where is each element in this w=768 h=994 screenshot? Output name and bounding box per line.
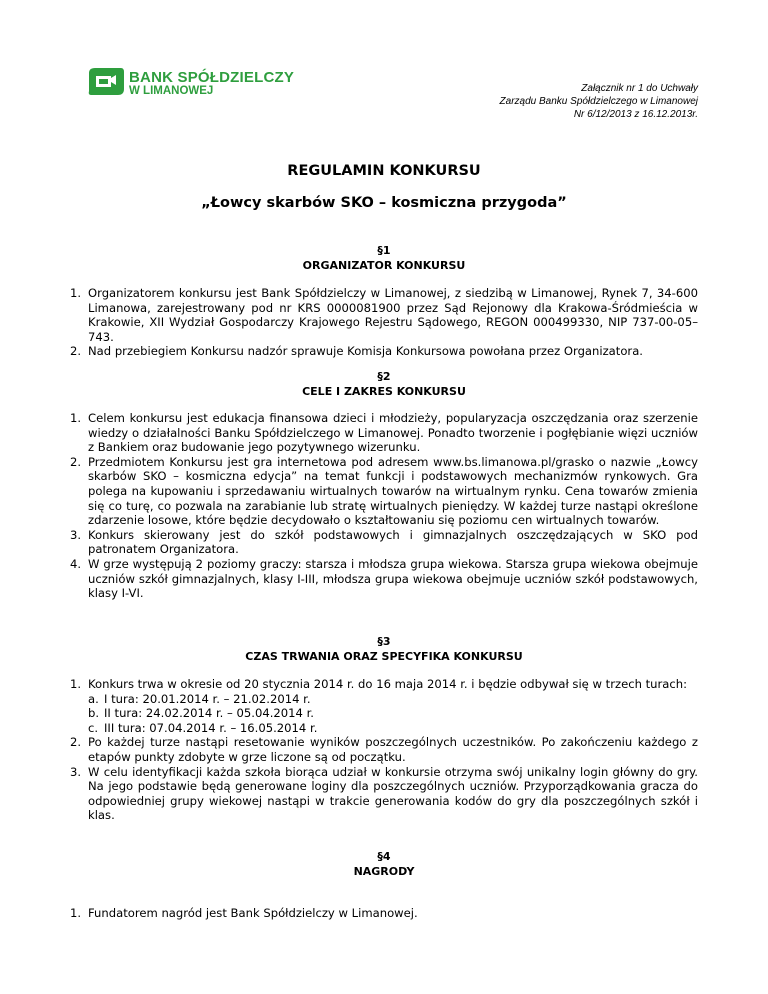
section-4-number: §4 — [377, 850, 391, 863]
section-2-list — [70, 411, 698, 601]
list-item — [70, 455, 698, 528]
section-3-heading: CZAS TRWANIA ORAZ SPECYFIKA KONKURSU — [245, 650, 523, 663]
item-number: 1. — [70, 677, 82, 691]
list-item — [70, 286, 698, 344]
annex-line: Nr 6/12/2013 z 16.12.2013r. — [573, 109, 698, 120]
logo-line2: W LIMANOWEJ — [129, 85, 214, 97]
section-2-heading: CELE I ZAKRES KONKURSU — [302, 385, 466, 398]
tour-text: III tura: 07.04.2014 r. – 16.05.2014 r. — [104, 720, 318, 735]
section-3-list — [70, 677, 698, 823]
list-item — [70, 677, 698, 735]
item-text: Po każdej turze nastąpi resetowanie wyników poszczególnych uczestników. Po zakończeniu każdego z etapów punkty zdobyte w grze liczone są od początku. — [88, 735, 698, 764]
tour-text: I tura: 20.01.2014 r. – 21.02.2014 r. — [104, 691, 311, 706]
list-item — [70, 557, 698, 601]
list-item — [70, 735, 698, 764]
tour-item — [70, 706, 698, 721]
item-text: W celu identyfikacji każda szkoła biorąca udział w konkursie otrzyma swój unikalny login główny do gry. Na jego podstawie będą generowane loginy dla poszczególnych uczniów. Przyporządkowania gracza do odpowiedniej grupy wiekowej nastąpi w trakcie generowania kodów do gry dla poszczególnych szkół i klas. — [88, 764, 698, 823]
item-text: Organizatorem konkursu jest Bank Spółdzielczy w Limanowej, z siedzibą w Limanowej, Rynek 7, 34-600 Limanowa, zarejestrowany pod nr KRS 0000081900 przez Sąd Rejonowy dla Krakowa-Śródmieścia w Krakowie, XII Wydział Gospodarczy Krajowego Rejestru Sądowego, REGON 000499330, NIP 737-00-05–743. — [88, 286, 698, 344]
document-subtitle: „Łowcy skarbów SKO – kosmiczna przygoda” — [201, 195, 567, 211]
item-text: Fundatorem nagród jest Bank Spółdzielczy w Limanowej. — [88, 906, 418, 920]
item-number: 1. — [70, 411, 82, 425]
item-number: 1. — [70, 906, 82, 920]
item-number: 1. — [70, 286, 82, 300]
tour-list — [70, 692, 698, 736]
list-item — [70, 344, 698, 359]
item-number: 3. — [70, 764, 82, 779]
tour-letter: b. — [88, 706, 100, 721]
item-number: 2. — [70, 735, 82, 750]
section-4-heading: NAGRODY — [353, 865, 415, 878]
item-text: W grze występują 2 poziomy graczy: starsza i młodsza grupa wiekowa. Starsza grupa wiekowa obejmuje uczniów szkół gimnazjalnych, klasy I-III, młodsza grupa wiekowa obejmuje uczniów szkół podstawowych, klasy I-VI. — [88, 556, 698, 601]
bank-logo — [87, 67, 295, 101]
list-item — [70, 528, 698, 557]
tour-item — [70, 692, 698, 707]
section-1-list — [70, 286, 698, 359]
annex-line: Załącznik nr 1 do Uchwały — [581, 83, 698, 94]
document-title: REGULAMIN KONKURSU — [287, 163, 481, 179]
item-text: Konkurs trwa w okresie od 20 stycznia 2014 r. do 16 maja 2014 r. i będzie odbywał się w trzech turach: — [88, 677, 688, 691]
logo-line1: BANK SPÓŁDZIELCZY — [129, 69, 295, 86]
item-text: Celem konkursu jest edukacja finansowa dzieci i młodzieży, popularyzacja oszczędzania oraz szerzenie wiedzy o działalności Banku Spółdzielczego w Limanowej. Ponadto tworzenie i pogłębianie więzi uczniów z Bankiem oraz budowanie jego pozytywnego wizerunku. — [88, 411, 698, 455]
section-2-number: §2 — [377, 370, 391, 383]
tour-text: II tura: 24.02.2014 r. – 05.04.2014 r. — [104, 706, 314, 721]
tour-item — [70, 721, 698, 736]
list-item — [70, 906, 698, 921]
item-text: Konkurs skierowany jest do szkół podstawowych i gimnazjalnych oszczędzających w SKO pod patronatem Organizatora. — [88, 527, 698, 557]
list-item — [70, 765, 698, 823]
section-3-number: §3 — [377, 635, 391, 648]
list-item — [70, 411, 698, 455]
annex-note — [500, 82, 698, 121]
item-number: 3. — [70, 527, 82, 542]
bank-logo-icon — [87, 67, 125, 97]
item-text: Przedmiotem Konkursu jest gra internetowa pod adresem www.bs.limanowa.pl/grasko o nazwie „Łowcy skarbów SKO – kosmiczna edycja” na temat funkcji i podstawowych mechanizmów rynkowych. Gra polega na kupowaniu i sprzedawaniu wirtualnych towarów na wirtualnym rynku. Cena towarów zmienia się co turę, co pozwala na zarabianie lub stratę wirtualnych pieniędzy. W każdej turze nastąpi określone zdarzenie losowe, które będzie decydowało o kształtowaniu się poziomu cen wirtualnych towarów. — [88, 454, 698, 528]
section-1-heading: ORGANIZATOR KONKURSU — [302, 259, 466, 272]
section-1-number: §1 — [377, 244, 391, 257]
section-4-list — [70, 906, 698, 921]
item-text: Nad przebiegiem Konkursu nadzór sprawuje Komisja Konkursowa powołana przez Organizatora. — [88, 344, 643, 359]
item-number: 2. — [70, 454, 82, 469]
item-number: 4. — [70, 556, 82, 571]
annex-line: Zarządu Banku Spółdzielczego w Limanowej — [499, 96, 698, 107]
item-number: 2. — [70, 344, 82, 359]
tour-letter: c. — [88, 720, 99, 735]
tour-letter: a. — [88, 691, 99, 706]
